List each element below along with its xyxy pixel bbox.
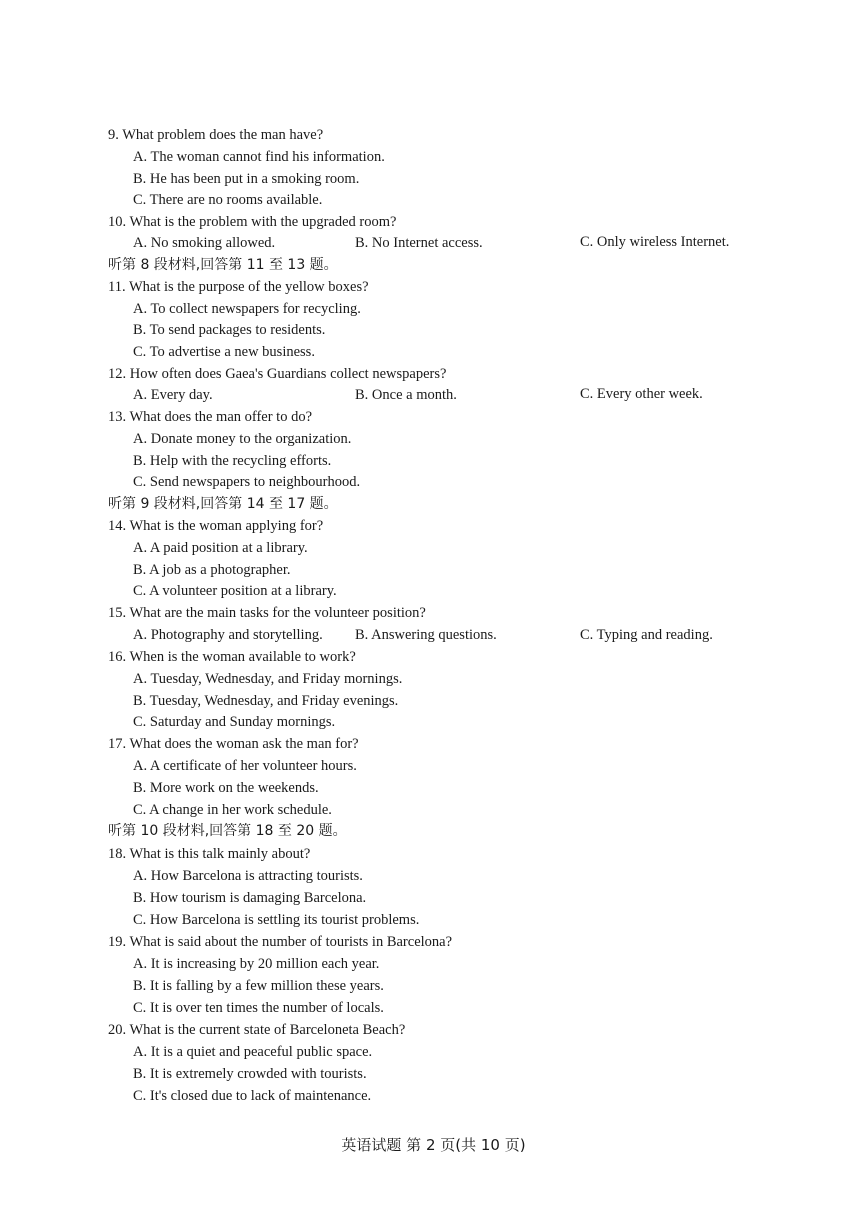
question-16-option-b: B. Tuesday, Wednesday, and Friday evenings. [133, 693, 399, 709]
question-13: 13. What does the man offer to do? [108, 409, 313, 425]
question-10: 10. What is the problem with the upgraded room? [108, 214, 397, 230]
question-19-option-a: A. It is increasing by 20 million each year. [133, 956, 380, 972]
question-15-option-b: B. Answering questions. [355, 627, 497, 643]
question-15-option-a: A. Photography and storytelling. [133, 627, 323, 643]
question-17-option-a: A. A certificate of her volunteer hours. [133, 758, 357, 774]
question-16-option-c: C. Saturday and Sunday mornings. [133, 714, 336, 730]
question-14-option-b: B. A job as a photographer. [133, 562, 291, 578]
question-12-option-a: A. Every day. [133, 387, 213, 403]
question-18-option-a: A. How Barcelona is attracting tourists. [133, 868, 363, 884]
question-11: 11. What is the purpose of the yellow boxes? [108, 279, 369, 295]
page-footer: 英语试题 第 2 页(共 10 页) [341, 1136, 526, 1154]
question-17-option-c: C. A change in her work schedule. [133, 802, 332, 818]
question-18: 18. What is this talk mainly about? [108, 846, 311, 862]
question-10-option-a: A. No smoking allowed. [133, 235, 276, 251]
question-17: 17. What does the woman ask the man for? [108, 736, 359, 752]
question-20-option-a: A. It is a quiet and peaceful public space. [133, 1044, 373, 1060]
question-9: 9. What problem does the man have? [108, 127, 324, 143]
question-9-option-a: A. The woman cannot find his information. [133, 149, 385, 165]
section-9-heading: 听第 9 段材料,回答第 14 至 17 题。 [108, 496, 338, 512]
question-16: 16. When is the woman available to work? [108, 649, 356, 665]
section-10-heading: 听第 10 段材料,回答第 18 至 20 题。 [108, 823, 347, 839]
question-11-option-c: C. To advertise a new business. [133, 344, 315, 360]
question-15-option-c: C. Typing and reading. [580, 627, 713, 643]
question-11-option-b: B. To send packages to residents. [133, 322, 326, 338]
question-12: 12. How often does Gaea's Guardians collect newspapers? [108, 366, 447, 382]
question-18-option-c: C. How Barcelona is settling its tourist problems. [133, 912, 420, 928]
question-9-option-b: B. He has been put in a smoking room. [133, 171, 360, 187]
question-13-option-a: A. Donate money to the organization. [133, 431, 352, 447]
question-19-option-c: C. It is over ten times the number of locals. [133, 1000, 384, 1016]
question-20-option-b: B. It is extremely crowded with tourists. [133, 1066, 367, 1082]
question-13-option-c: C. Send newspapers to neighbourhood. [133, 474, 361, 490]
question-14-option-a: A. A paid position at a library. [133, 540, 308, 556]
question-19: 19. What is said about the number of tourists in Barcelona? [108, 934, 453, 950]
question-16-option-a: A. Tuesday, Wednesday, and Friday mornings. [133, 671, 403, 687]
question-10-option-b: B. No Internet access. [355, 235, 483, 251]
question-20-option-c: C. It's closed due to lack of maintenance. [133, 1088, 372, 1104]
question-11-option-a: A. To collect newspapers for recycling. [133, 301, 361, 317]
question-20: 20. What is the current state of Barceloneta Beach? [108, 1022, 406, 1038]
question-17-option-b: B. More work on the weekends. [133, 780, 319, 796]
question-12-option-b: B. Once a month. [355, 387, 457, 403]
question-13-option-b: B. Help with the recycling efforts. [133, 453, 332, 469]
question-14: 14. What is the woman applying for? [108, 518, 324, 534]
question-19-option-b: B. It is falling by a few million these years. [133, 978, 384, 994]
question-10-option-c: C. Only wireless Internet. [580, 234, 730, 250]
section-8-heading: 听第 8 段材料,回答第 11 至 13 题。 [108, 257, 338, 273]
question-12-option-c: C. Every other week. [580, 386, 703, 402]
question-14-option-c: C. A volunteer position at a library. [133, 583, 337, 599]
question-9-option-c: C. There are no rooms available. [133, 192, 323, 208]
question-15: 15. What are the main tasks for the volunteer position? [108, 605, 426, 621]
question-18-option-b: B. How tourism is damaging Barcelona. [133, 890, 367, 906]
